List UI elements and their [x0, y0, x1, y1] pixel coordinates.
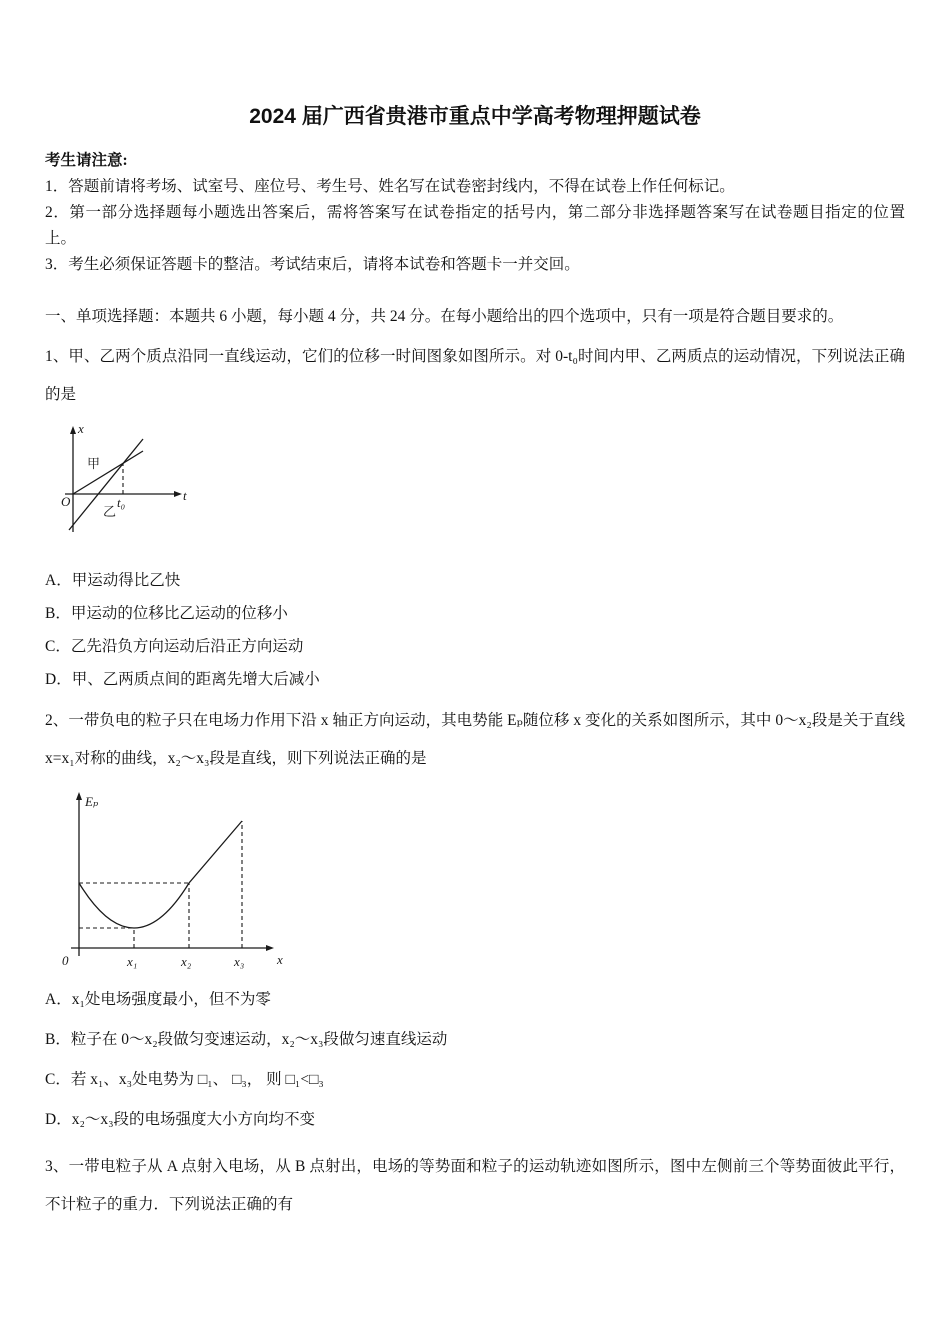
q2-x3-label: x₃ [234, 954, 245, 969]
q1-y-axis-arrow-icon [70, 426, 76, 434]
exam-title: 2024 届广西省贵港市重点中学高考物理押题试卷 [249, 105, 701, 128]
q1-options [45, 570, 905, 691]
q1-option-d: D．甲、乙两质点间的距离先增大后减小 [45, 671, 320, 688]
question-2-stem: 2、一带负电的粒子只在电场力作用下沿 x 轴正方向运动，其电势能 Eₚ随位移 x 变化的关系如图所示，其中 0～x₂段是关于直线 x=x₁对称的曲线，x₂～x₃段是直线，则下列说法正确的是 [45, 712, 905, 767]
q2-option-a: A．x₁处电场强度最小，但不为零 [45, 991, 271, 1008]
q1-figure-svg [59, 422, 191, 538]
q1-x-axis-arrow-icon [174, 491, 182, 497]
q2-option-b: B．粒子在 0～x₂段做匀变速运动，x₂～x₃段做匀速直线运动 [45, 1031, 448, 1048]
notice-item-3: 3．考生必须保证答题卡的整洁。考试结束后，请将本试卷和答题卡一并交回。 [45, 256, 580, 273]
q2-y-axis-arrow-icon [76, 792, 82, 800]
q1-line-jia [73, 451, 143, 494]
q2-option-c: C．若 x₁、x₃处电势为 □₁、 □₃， 则 □₁<□₃ [45, 1071, 324, 1088]
notice-item-2: 2．第一部分选择题每小题选出答案后，需将答案写在试卷指定的括号内，第二部分非选择题答案写在试卷题目指定的位置上。 [45, 204, 905, 247]
q1-option-c: C．乙先沿负方向运动后沿正方向运动 [45, 638, 304, 655]
q2-x2-label: x₂ [181, 954, 192, 969]
q2-option-d: D．x₂～x₃段的电场强度大小方向均不变 [45, 1111, 316, 1128]
q1-yi-label: 乙 [103, 504, 117, 519]
q2-options [45, 988, 905, 1132]
q2-figure-svg [51, 788, 287, 972]
q1-displacement-time-graph [59, 422, 905, 538]
q2-x-axis-label: x [277, 952, 283, 967]
q1-option-a: A．甲运动得比乙快 [45, 572, 181, 589]
section-one-header: 一、单项选择题：本题共 6 小题，每小题 4 分，共 24 分。在每小题给出的四个选项中，只有一项是符合题目要求的。 [45, 308, 844, 325]
q1-t0-label: t₀ [117, 495, 126, 510]
question-3-stem: 3、一带电粒子从 A 点射入电场，从 B 点射出，电场的等势面和粒子的运动轨迹如图所示，图中左侧前三个等势面彼此平行，不计粒子的重力．下列说法正确的有 [45, 1158, 905, 1213]
q2-x1-label: x₁ [127, 954, 138, 969]
q2-potential-energy-graph [51, 788, 905, 972]
q1-jia-label: 甲 [87, 456, 101, 471]
notice-item-1: 1．答题前请将考场、试室号、座位号、考生号、姓名写在试卷密封线内，不得在试卷上作任何标记。 [45, 178, 735, 195]
question-1-stem: 1、甲、乙两个质点沿同一直线运动，它们的位移一时间图象如图所示。对 0-t₀时间内甲、乙两质点的运动情况，下列说法正确的是 [45, 348, 905, 403]
notice-heading: 考生请注意: [45, 152, 128, 169]
q2-y-axis-label: Eₚ [85, 794, 99, 809]
q1-option-b: B．甲运动的位移比乙运动的位移小 [45, 605, 288, 622]
q1-y-axis-label: x [78, 422, 84, 436]
q1-origin-label: O [61, 494, 71, 509]
q2-x-axis-arrow-icon [266, 945, 274, 951]
q1-x-axis-label: t [183, 488, 187, 503]
q2-ep-curve [79, 821, 242, 928]
q2-origin-label: 0 [62, 953, 69, 968]
